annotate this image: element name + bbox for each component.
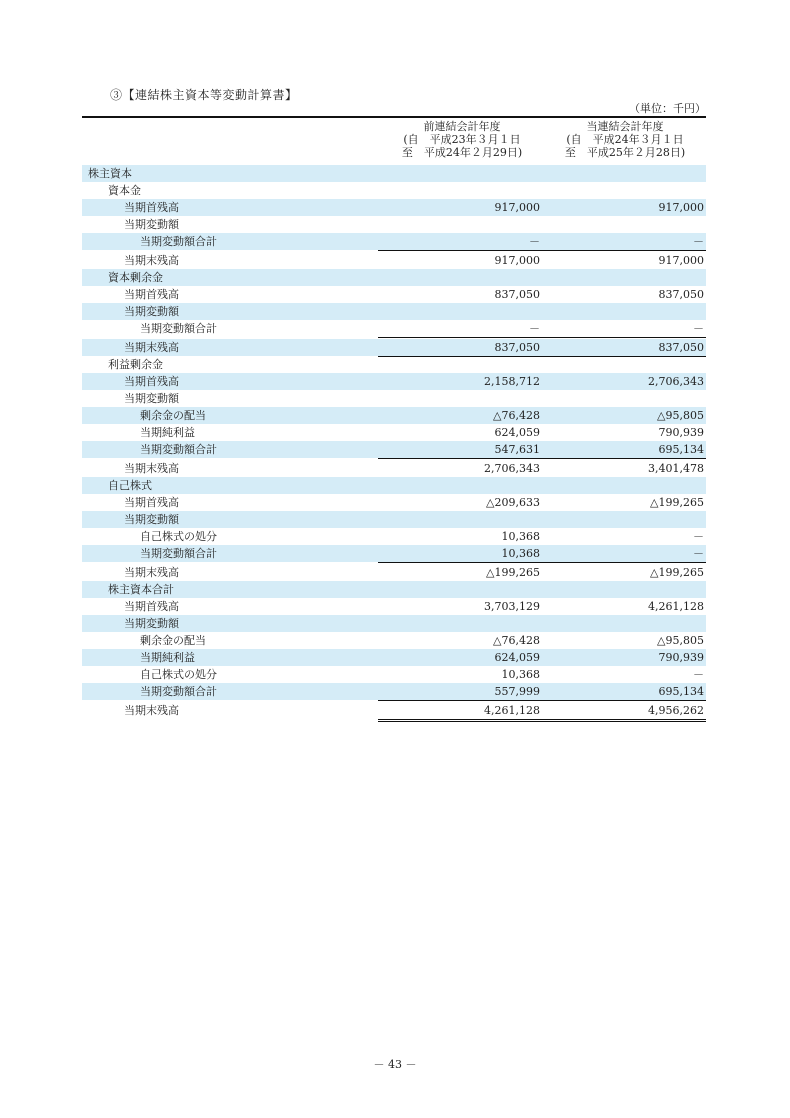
table-row <box>82 683 706 700</box>
prior-year-value: △209,633 <box>486 496 540 509</box>
current-year-value: 837,050 <box>658 341 704 354</box>
row-label: 当期末残高 <box>124 566 179 579</box>
row-label: 当期変動額 <box>124 513 179 526</box>
row-label: 当期首残高 <box>124 375 179 388</box>
table-row <box>82 564 706 581</box>
row-label: 当期末残高 <box>124 462 179 475</box>
row-label: 当期末残高 <box>124 254 179 267</box>
row-label: 自己株式 <box>108 479 152 492</box>
prior-year-value: 547,631 <box>494 443 540 456</box>
table-row <box>82 477 706 494</box>
current-year-value: △95,805 <box>657 634 704 647</box>
row-label: 株主資本 <box>88 167 132 180</box>
total-underline <box>378 719 706 720</box>
table-row <box>82 407 706 424</box>
prior-year-value: 837,050 <box>494 341 540 354</box>
current-year-value: 790,939 <box>658 651 704 664</box>
prior-year-value: 837,050 <box>494 288 540 301</box>
table-row <box>82 545 706 562</box>
row-label: 当期末残高 <box>124 704 179 717</box>
prior-year-value: △76,428 <box>493 634 540 647</box>
current-year-value: 917,000 <box>658 254 704 267</box>
table-row <box>82 303 706 320</box>
table-row <box>82 286 706 303</box>
row-label: 当期変動額 <box>124 392 179 405</box>
current-year-value: 790,939 <box>658 426 704 439</box>
column-header-line: 前連結会計年度 <box>423 120 501 133</box>
table-row <box>82 199 706 216</box>
header-rule <box>82 116 706 118</box>
table-row <box>82 581 706 598</box>
current-year-value: － <box>693 668 704 681</box>
row-label: 当期首残高 <box>124 288 179 301</box>
prior-year-value: △76,428 <box>493 409 540 422</box>
row-label: 当期変動額 <box>124 218 179 231</box>
prior-year-value: 10,368 <box>501 547 540 560</box>
row-label: 当期変動額 <box>124 305 179 318</box>
column-header-line: 当連結会計年度 <box>586 120 664 133</box>
current-year-value: 3,401,478 <box>648 462 704 475</box>
row-label: 利益剰余金 <box>108 358 163 371</box>
table-row <box>82 649 706 666</box>
row-label: 株主資本合計 <box>108 583 174 596</box>
column-header-line: 至 平成25年２月28日) <box>564 146 686 159</box>
row-label: 自己株式の処分 <box>140 668 217 681</box>
column-header-line: (自 平成24年３月１日 <box>566 133 684 146</box>
prior-year-value: 3,703,129 <box>484 600 540 613</box>
row-label: 当期変動額合計 <box>140 685 217 698</box>
row-label: 当期首残高 <box>124 600 179 613</box>
prior-year-value: 917,000 <box>494 254 540 267</box>
table-row <box>82 632 706 649</box>
table-row <box>82 511 706 528</box>
row-label: 資本剰余金 <box>108 271 163 284</box>
current-year-value: － <box>693 322 704 335</box>
current-year-value: － <box>693 530 704 543</box>
current-year-value: － <box>693 547 704 560</box>
prior-year-value: － <box>529 235 540 248</box>
total-double-underline <box>378 721 706 722</box>
table-row <box>82 320 706 337</box>
row-label: 当期変動額合計 <box>140 235 217 248</box>
row-label: 自己株式の処分 <box>140 530 217 543</box>
table-row <box>82 233 706 250</box>
current-year-value: △199,265 <box>650 566 704 579</box>
prior-year-value: 557,999 <box>494 685 540 698</box>
row-label: 剰余金の配当 <box>140 634 206 647</box>
row-label: 当期変動額合計 <box>140 547 217 560</box>
row-label: 当期首残高 <box>124 201 179 214</box>
prior-year-value: 4,261,128 <box>484 704 540 717</box>
current-year-value: 695,134 <box>658 685 704 698</box>
current-year-value: 695,134 <box>658 443 704 456</box>
row-label: 当期純利益 <box>140 426 195 439</box>
equity-statement-table <box>82 165 706 719</box>
unit-label: （単位：千円） <box>629 102 706 115</box>
column-header-line: 至 平成24年２月29日) <box>401 146 523 159</box>
row-label: 当期変動額合計 <box>140 322 217 335</box>
current-year-value: 2,706,343 <box>648 375 704 388</box>
row-label: 剰余金の配当 <box>140 409 206 422</box>
current-year-value: △95,805 <box>657 409 704 422</box>
prior-year-value: 2,158,712 <box>484 375 540 388</box>
current-year-value: 4,956,262 <box>648 704 704 717</box>
current-year-value: △199,265 <box>650 496 704 509</box>
column-header-prior-year <box>382 120 542 159</box>
row-label: 当期変動額合計 <box>140 443 217 456</box>
table-row <box>82 528 706 545</box>
table-row <box>82 702 706 719</box>
row-label: 当期末残高 <box>124 341 179 354</box>
table-row <box>82 424 706 441</box>
table-row <box>82 494 706 511</box>
statement-title: ③【連結株主資本等変動計算書】 <box>110 88 298 102</box>
table-row <box>82 356 706 373</box>
table-row <box>82 373 706 390</box>
prior-year-value: － <box>529 322 540 335</box>
current-year-value: 917,000 <box>658 201 704 214</box>
table-row <box>82 460 706 477</box>
prior-year-value: △199,265 <box>486 566 540 579</box>
current-year-value: 837,050 <box>658 288 704 301</box>
table-row <box>82 598 706 615</box>
row-label: 当期首残高 <box>124 496 179 509</box>
row-label: 当期純利益 <box>140 651 195 664</box>
table-row <box>82 165 706 182</box>
table-row <box>82 441 706 458</box>
table-row <box>82 390 706 407</box>
current-year-value: － <box>693 235 704 248</box>
page-number: － 43 － <box>373 1058 417 1071</box>
table-row <box>82 269 706 286</box>
table-row <box>82 182 706 199</box>
prior-year-value: 10,368 <box>501 530 540 543</box>
prior-year-value: 624,059 <box>494 651 540 664</box>
table-row <box>82 339 706 356</box>
table-row <box>82 252 706 269</box>
row-label: 資本金 <box>108 184 141 197</box>
table-row <box>82 615 706 632</box>
column-header-current-year <box>545 120 705 159</box>
table-row <box>82 216 706 233</box>
current-year-value: 4,261,128 <box>648 600 704 613</box>
row-label: 当期変動額 <box>124 617 179 630</box>
prior-year-value: 624,059 <box>494 426 540 439</box>
prior-year-value: 10,368 <box>501 668 540 681</box>
prior-year-value: 917,000 <box>494 201 540 214</box>
column-header-line: (自 平成23年３月１日 <box>403 133 521 146</box>
table-row <box>82 666 706 683</box>
prior-year-value: 2,706,343 <box>484 462 540 475</box>
